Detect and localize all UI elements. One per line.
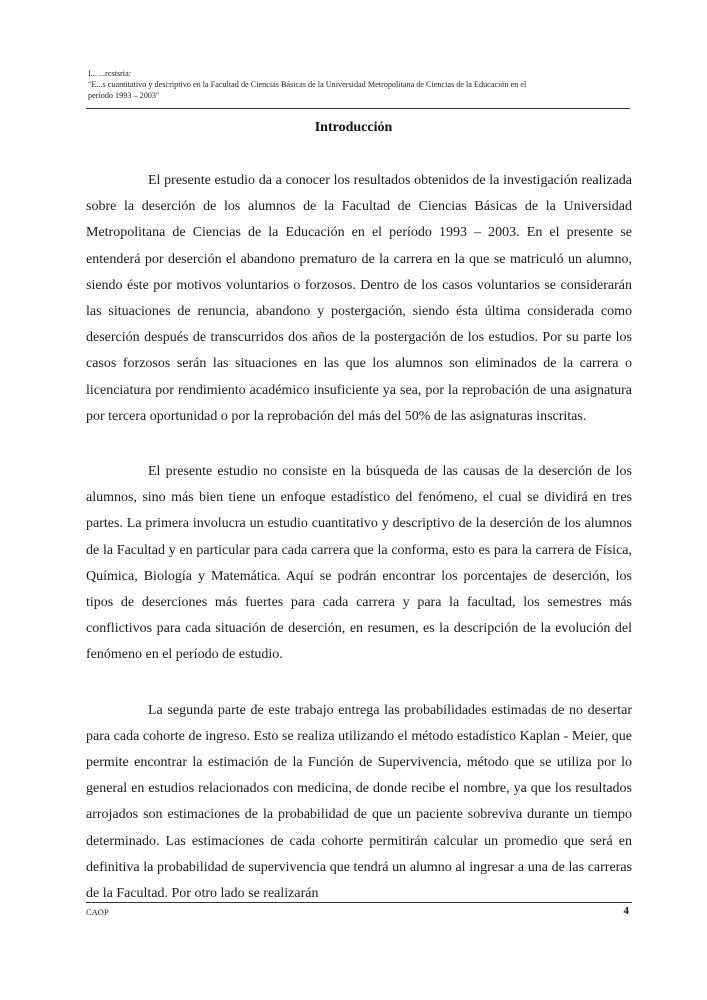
footer-author: CAOP (86, 907, 109, 917)
header-line-2: "E...s cuantitativo y descriptivo en la Facultad de Ciencias Básicas de la Universidad Metropolitana de Ciencias de la Educación en el (88, 80, 527, 89)
page-number: 4 (623, 905, 629, 917)
header-line-3: período 1993 – 2003" (88, 91, 160, 100)
footer-divider (86, 902, 632, 903)
section-title: Introducción (314, 120, 393, 135)
header-divider (86, 108, 630, 109)
paragraph-1: El presente estudio da a conocer los resultados obtenidos de la investigación realizada sobre la deserción de los alumnos de la Facultad de Ciencias Básicas de la Universidad Metropolitana de Ciencias de la Educación en el período 1993 – 2003. En el presente se entenderá por deserción el abandono prematuro de la carrera en la que se matriculó un alumno, siendo éste por motivos voluntarios o forzosos. Dentro de los casos voluntarios se considerarán las situaciones de renuncia, abandono y postergación, siendo ésta última considerada como deserción después de transcurridos dos años de la postergación de los estudios. Por su parte los casos forzosos serán las situaciones en las que los alumnos son eliminados de la carrera o licenciatura por rendimiento académico insuficiente ya sea, por la reprobación de una asignatura por tercera oportunidad o por la reprobación del más del 50% de las asignaturas inscritas. (86, 173, 632, 424)
body-text (86, 168, 632, 936)
header-line-1: I... ...rcstsria: (88, 69, 131, 78)
paragraph-2: El presente estudio no consiste en la búsqueda de las causas de la deserción de los alumnos, sino más bien tiene un enfoque estadístico del fenómeno, el cual se dividirá en tres partes. La primera involucra un estudio cuantitativo y descriptivo de la deserción de los alumnos de la Facultad y en particular para cada carrera que la conforma, esto es para la carrera de Física, Química, Biología y Matemática. Aquí se podrán encontrar los porcentajes de deserción, los tipos de deserciones más fuertes para cada carrera y para la facultad, los semestres más conflictivos para cada situación de deserción, en resumen, es la descripción de la evolución del fenómeno en el período de estudio. (86, 464, 632, 663)
running-header (88, 68, 628, 101)
paragraph-3: La segunda parte de este trabajo entrega las probabilidades estimadas de no desertar para cada cohorte de ingreso. Esto se realiza utilizando el método estadístico Kaplan - Meier, que permite encontrar la estimación de la Función de Supervivencia, método que se utiliza por lo general en estudios relacionados con medicina, de donde recibe el nombre, ya que los resultados arrojados son estimaciones de la probabilidad de que un paciente sobreviva durante un tiempo determinado. Las estimaciones de cada cohorte permitirán calcular un promedio que será en definitiva la probabilidad de supervivencia que tendrá un alumno al ingresar a una de las carreras de la Facultad. Por otro lado se realizarán (86, 702, 632, 902)
